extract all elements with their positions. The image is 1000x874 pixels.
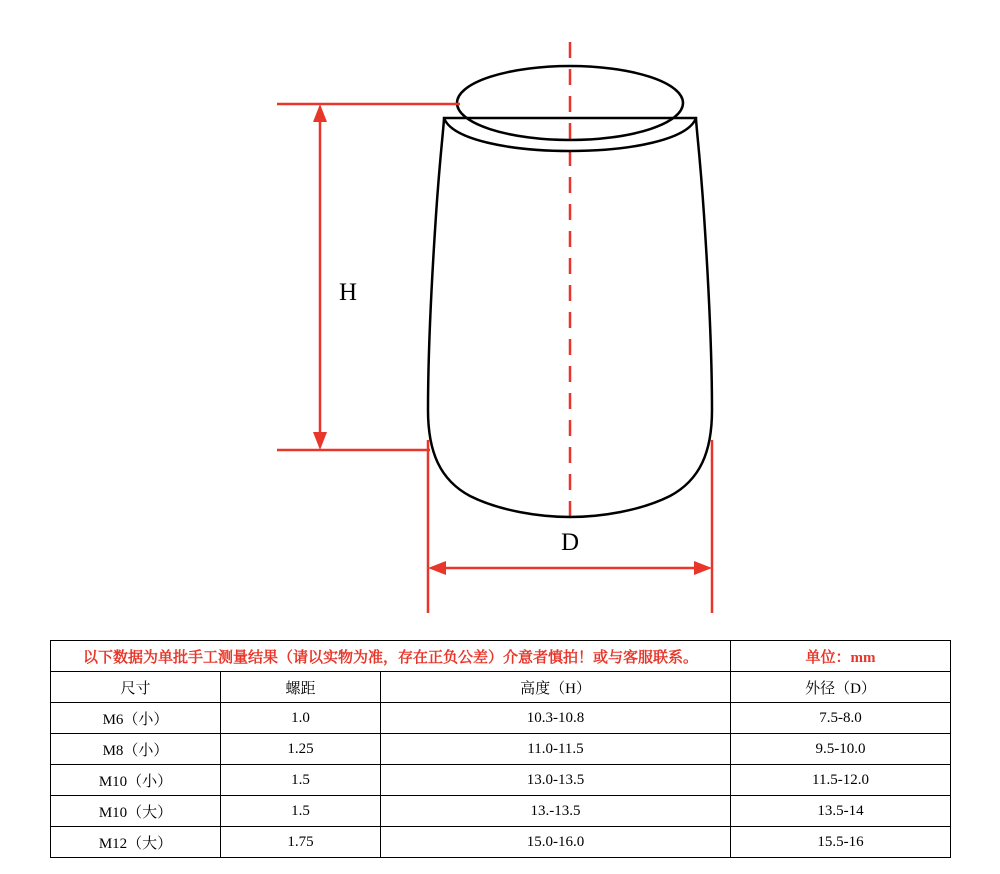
cell-size: M10（大） xyxy=(51,796,221,827)
table-row xyxy=(51,703,951,734)
table-row xyxy=(51,827,951,858)
header-diameter: 外径（D） xyxy=(731,672,951,703)
table-row-note xyxy=(51,641,951,672)
cell-pitch: 1.75 xyxy=(221,827,381,858)
height-arrow-up xyxy=(313,104,327,122)
table-row xyxy=(51,765,951,796)
cell-size: M10（小） xyxy=(51,765,221,796)
cell-diameter: 7.5-8.0 xyxy=(731,703,951,734)
header-size: 尺寸 xyxy=(51,672,221,703)
table-unit: 单位：mm xyxy=(731,641,951,672)
cell-pitch: 1.5 xyxy=(221,796,381,827)
cell-pitch: 1.0 xyxy=(221,703,381,734)
cell-diameter: 13.5-14 xyxy=(731,796,951,827)
cell-height: 11.0-11.5 xyxy=(381,734,731,765)
specification-table xyxy=(50,640,951,858)
height-arrow-down xyxy=(313,432,327,450)
cell-height: 15.0-16.0 xyxy=(381,827,731,858)
diameter-arrow-left xyxy=(428,561,446,575)
cell-height: 13.-13.5 xyxy=(381,796,731,827)
cell-height: 10.3-10.8 xyxy=(381,703,731,734)
cell-height: 13.0-13.5 xyxy=(381,765,731,796)
header-pitch: 螺距 xyxy=(221,672,381,703)
table-note: 以下数据为单批手工测量结果（请以实物为准，存在正负公差）介意者慎拍！或与客服联系。 xyxy=(51,641,731,672)
table-row xyxy=(51,796,951,827)
height-label: H xyxy=(338,279,358,306)
specification-table-container xyxy=(50,640,950,858)
diameter-label: D xyxy=(560,529,580,556)
cell-size: M8（小） xyxy=(51,734,221,765)
cell-pitch: 1.5 xyxy=(221,765,381,796)
cell-size: M6（小） xyxy=(51,703,221,734)
header-height: 高度（H） xyxy=(381,672,731,703)
cell-pitch: 1.25 xyxy=(221,734,381,765)
table-header-row xyxy=(51,672,951,703)
diameter-arrow-right xyxy=(694,561,712,575)
cell-diameter: 15.5-16 xyxy=(731,827,951,858)
cell-diameter: 11.5-12.0 xyxy=(731,765,951,796)
cell-diameter: 9.5-10.0 xyxy=(731,734,951,765)
cell-size: M12（大） xyxy=(51,827,221,858)
table-row xyxy=(51,734,951,765)
